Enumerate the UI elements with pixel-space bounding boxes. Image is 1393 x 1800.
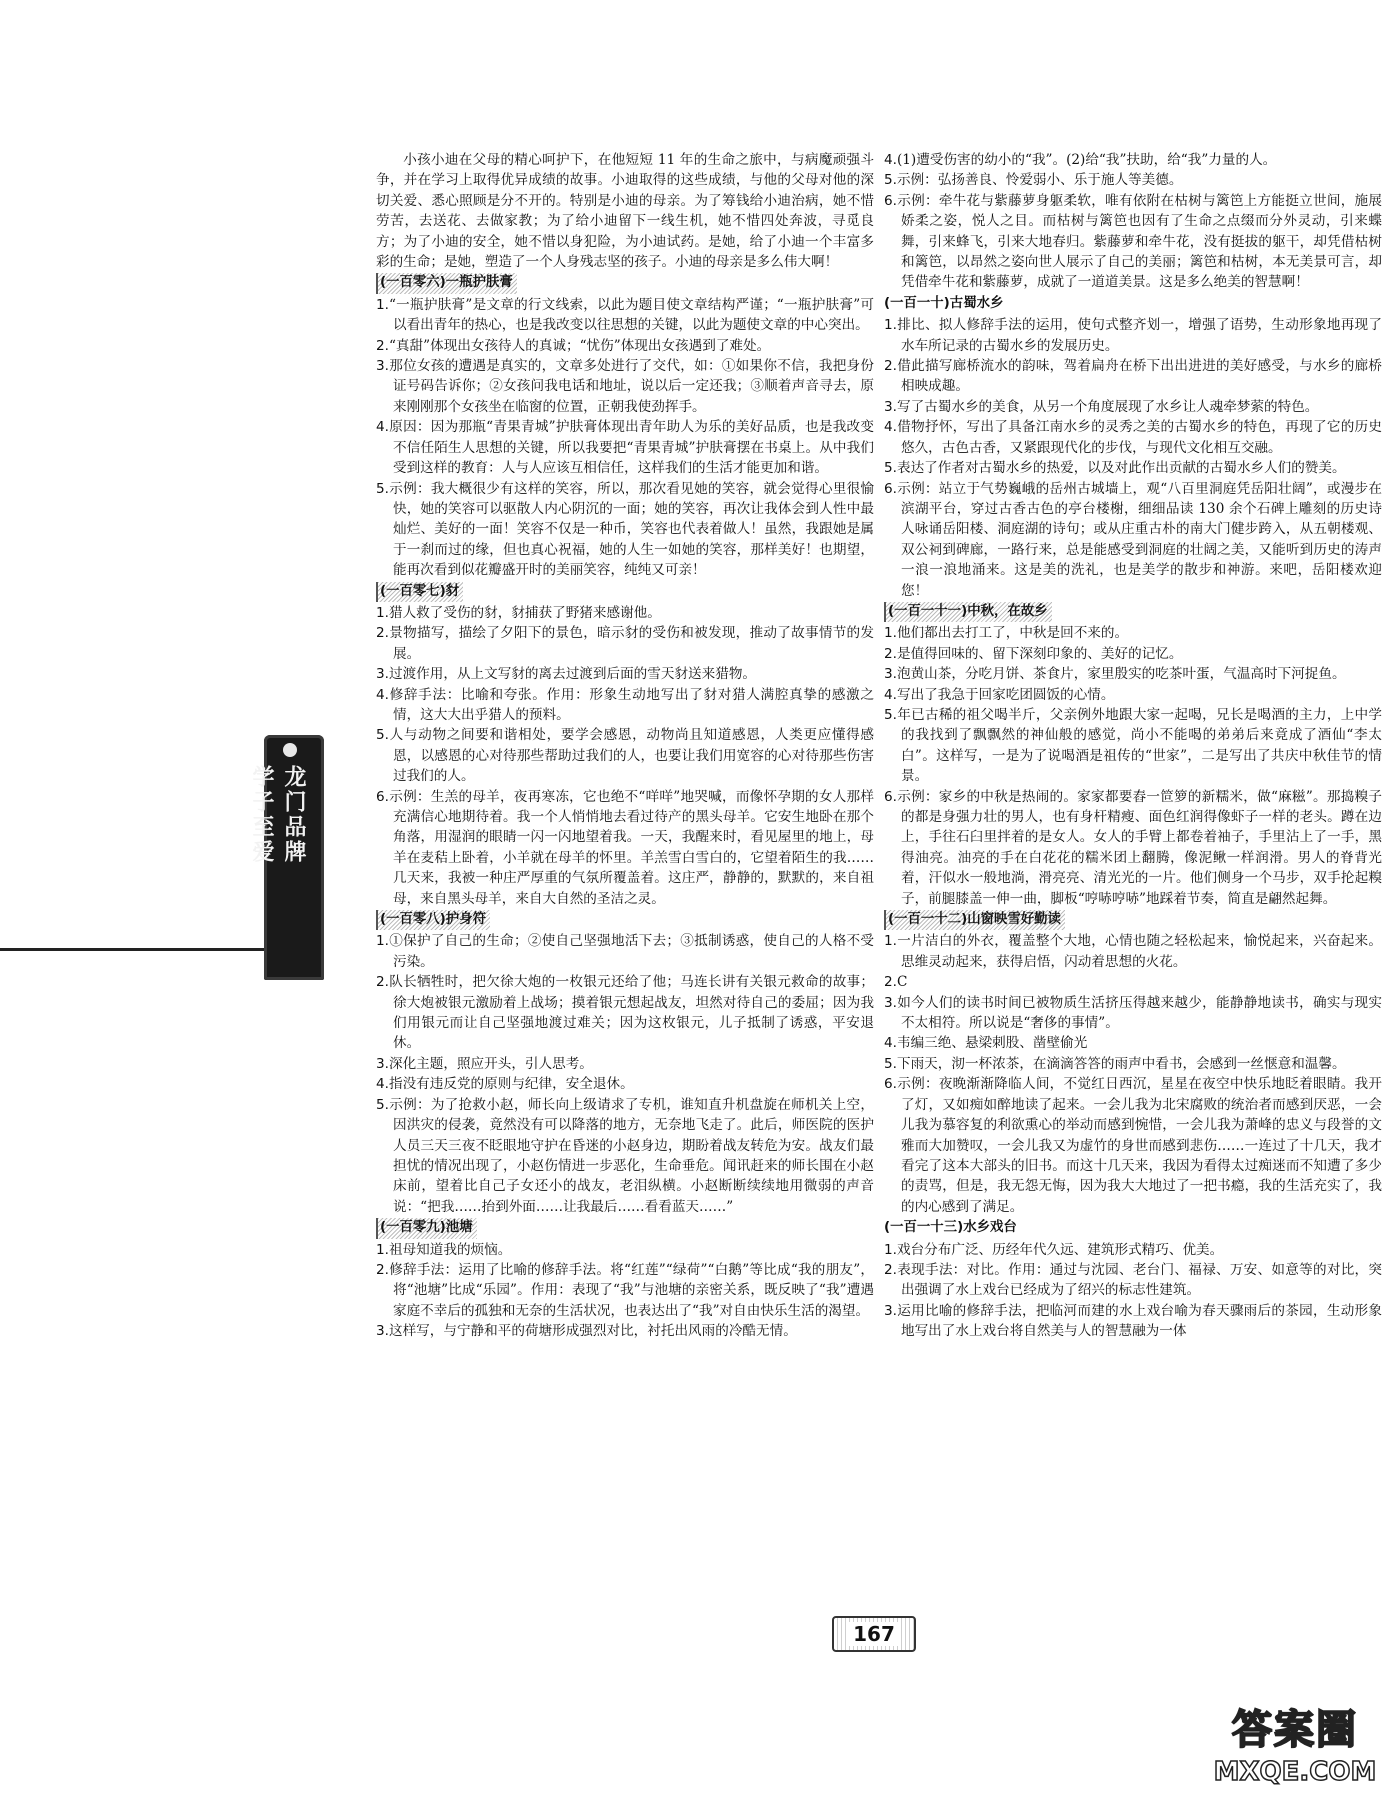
section-111 <box>884 601 1382 909</box>
section-heading: (一百一十三)水乡戏台 <box>884 1220 1017 1236</box>
item-text: 写出了我急于回家吃团圆饭的心情。 <box>896 686 1115 703</box>
answer-item <box>884 397 1382 417</box>
item-text: 写了古蜀水乡的美食，从另一个角度展现了水乡让人魂牵梦萦的特色。 <box>896 398 1319 415</box>
item-text: 示例：夜晚渐渐降临人间，不觉红日西沉，星星在夜空中快乐地眨着眼睛。我开了灯，又如痴如醉地读了起来。一会儿我为北宋腐败的统治者而感到厌恶，一会儿我为慕容复的利欲熏心的举动而感到惋惜，一会儿我为萧峰的忠义与段誉的文雅而大加赞叹，一会儿我又为虚竹的身世而感到悲伤……一连过了十几天，我才看完了这本大部头的旧书。而这十几天来，我因为看得太过痴迷而不知遭了多少的责骂，但是，我无怨无悔，因为我大大地过了一把书瘾，我的生活充实了，我的内心感到了满足。 <box>896 1076 1382 1215</box>
section-113 <box>884 1217 1382 1341</box>
item-number: 2. <box>376 625 389 642</box>
section-heading: (一百零九)池塘 <box>376 1218 477 1238</box>
answer-item <box>376 725 874 786</box>
item-number: 6. <box>884 480 897 497</box>
answer-item <box>376 336 874 356</box>
item-number: 5. <box>884 172 897 189</box>
item-number: 5. <box>376 480 389 497</box>
answer-item <box>884 458 1382 478</box>
item-text: 表现手法：对比。作用：通过与沈园、老台门、福禄、万安、如意等的对比，突出强调了水上戏台已经成为了绍兴的标志性建筑。 <box>896 1261 1382 1299</box>
side-brand-line1: 龙门品牌 <box>281 765 306 865</box>
item-number: 1. <box>376 296 389 313</box>
item-number: 3. <box>376 666 389 683</box>
answer-item <box>884 479 1382 601</box>
item-text: C <box>896 974 908 991</box>
item-text: 下雨天，沏一杯浓茶，在滴滴答答的雨声中看书，会感到一丝惬意和温馨。 <box>896 1055 1346 1072</box>
item-text: 示例：牵牛花与紫藤萝身躯柔软，唯有依附在枯树与篱笆上方能挺立世间，施展娇柔之姿，悦人之目。而枯树与篱笆也因有了生命之点缀而分外灵动，引来蝶舞，引来蜂飞，引来大地春归。紫藤萝和牵牛花，没有挺拔的躯干，却凭借枯树和篱笆，以昂然之姿向世人展示了自己的美丽；篱笆和枯树，本无美景可言，却凭借牵牛花和紫藤萝，成就了一道道美景。这是多么绝美的智慧啊！ <box>896 192 1382 291</box>
answer-item <box>884 1074 1382 1217</box>
answer-item <box>376 479 874 581</box>
item-number: 3. <box>376 358 389 375</box>
item-text: 那位女孩的遭遇是真实的，文章多处进行了交代，如：①如果你不信，我把身份证号码告诉你；②女孩问我电话和地址，说以后一定还我；③顺着声音寻去，原来刚刚那个女孩坐在临窗的位置，正朝我使劲挥手。 <box>388 358 874 415</box>
answer-item <box>884 1260 1382 1301</box>
answer-item <box>376 931 874 972</box>
item-text: 韦编三绝、悬梁刺股、凿壁偷光 <box>896 1035 1088 1052</box>
item-text: ①保护了自己的生命；②使自己坚强地活下去；③抵制诱惑，使自己的人格不受污染。 <box>388 933 874 970</box>
section-109-continued <box>884 150 1382 293</box>
answer-item <box>376 685 874 726</box>
answer-item <box>884 150 1382 170</box>
section-heading: (一百零八)护身符 <box>376 910 490 930</box>
item-text: 过渡作用，从上文写豺的离去过渡到后面的雪天豺送来猎物。 <box>388 666 757 683</box>
item-text: 年已古稀的祖父喝半斤，父亲例外地跟大家一起喝，兄长是喝酒的主力，上中学的我找到了飘飘然的神仙般的感觉，尚小不能喝的弟弟后来竟成了酒仙“李太白”。这样写，一是为了说喝酒是祖传的“世家”，二是写出了共庆中秋佳节的情景。 <box>896 706 1382 785</box>
item-number: 4. <box>884 419 897 436</box>
side-brand-line2: 学子至爱 <box>249 765 274 865</box>
answer-item <box>884 417 1382 458</box>
answer-item <box>376 417 874 478</box>
item-number: 2. <box>884 645 897 662</box>
answer-item <box>376 1260 874 1321</box>
item-number: 1. <box>376 604 389 621</box>
answer-item <box>884 1301 1382 1342</box>
item-number: 3. <box>884 994 897 1011</box>
item-number: 6. <box>884 192 897 209</box>
item-number: 5. <box>884 1055 897 1072</box>
item-text: 排比、拟人修辞手法的运用，使句式整齐划一，增强了语势，生动形象地再现了水车所记录的古蜀水乡的发展历史。 <box>896 317 1382 354</box>
answer-item <box>884 972 1382 992</box>
section-heading: (一百零六)一瓶护肤膏 <box>376 273 517 293</box>
item-number: 5. <box>376 727 389 744</box>
item-number: 4. <box>376 419 389 436</box>
item-number: 4. <box>884 152 897 168</box>
item-number: 4. <box>376 686 389 703</box>
answer-item <box>376 356 874 417</box>
side-brand-text <box>249 765 309 865</box>
item-number: 3. <box>376 1323 389 1340</box>
answer-item <box>376 1240 874 1260</box>
item-text: 他们都出去打工了，中秋是回不来的。 <box>896 625 1129 642</box>
answer-item <box>376 1321 874 1341</box>
item-number: 2. <box>376 1261 389 1278</box>
item-number: 2. <box>884 358 897 375</box>
item-number: 6. <box>884 1076 897 1093</box>
item-text: 泡黄山茶，分吃月饼、茶食片，家里殷实的吃茶叶蛋，气温高时下河捉鱼。 <box>896 666 1346 683</box>
answer-item <box>376 1074 874 1094</box>
item-text: 原因：因为那瓶“青果青城”护肤膏体现出青年助人为乐的美好品质，也是我改变不信任陌生人思想的关键，所以我要把“青果青城”护肤膏摆在书桌上。从中我们受到这样的教育：人与人应该互相信任，这样我们的生活才能更加和谐。 <box>388 419 874 477</box>
item-number: 4. <box>884 1035 897 1052</box>
item-text: 示例：生羔的母羊，夜再寒冻，它也绝不“咩咩”地哭喊，而像怀孕期的女人那样充满信心地期待着。我一个人悄悄地去看过待产的黑头母羊。它安生地卧在那个角落，用湿润的眼睛一闪一闪地望着我。一天，我醒来时，看见屋里的地上，母羊在麦秸上卧着，小羊就在母羊的怀里。羊羔雪白雪白的，它望着陌生的我……几天来，我被一种庄严厚重的气氛所覆盖着。这庄严，静静的，默默的，来自祖母，来自黑头母羊，来自大自然的圣洁之灵。 <box>388 788 874 907</box>
item-number: 3. <box>884 398 897 415</box>
item-number: 2. <box>376 974 389 991</box>
item-number: 1. <box>884 625 897 642</box>
section-heading: (一百零七)豺 <box>376 582 463 602</box>
item-number: 4. <box>376 1076 389 1093</box>
item-text: 表达了作者对古蜀水乡的热爱，以及对此作出贡献的古蜀水乡人们的赞美。 <box>896 460 1346 477</box>
item-text: “真甜”体现出女孩待人的真诚；“忧伤”体现出女孩遇到了难处。 <box>388 337 771 354</box>
item-number: 6. <box>884 788 897 805</box>
intro-paragraph: 小孩小迪在父母的精心呵护下，在他短短 11 年的生命之旅中，与病魔顽强斗争，并在学习上取得优异成绩的故事。小迪取得的这些成绩，与他的父母对他的深切关爱、悉心照顾是分不开的。特别是小迪的母亲。为了筹钱给小迪治病，她不惜劳苦，去送花、去做家教；为了给小迪留下一线生机，她不惜四处奔波，寻觅良方；为了小迪的安全，她不惜以身犯险，为小迪试药。是她，给了小迪一个丰富多彩的生命；是她，塑造了一个人身残志坚的孩子。小迪的母亲是多么伟大啊！ <box>376 152 874 271</box>
section-110 <box>884 293 1382 601</box>
answer-item <box>884 1033 1382 1053</box>
answer-item <box>884 931 1382 972</box>
section-heading: (一百一十一)中秋，在故乡 <box>884 602 1052 622</box>
answer-item <box>884 644 1382 664</box>
item-text: 示例：家乡的中秋是热闹的。家家都要舂一笸箩的新糯米，做“麻糍”。那捣糗子的都是身强力壮的男人，也有身杆精瘦、面色红润得像虾子一样的老头。蹲在边上，手往石臼里拌着的是女人。女人的手臂上都卷着袖子，手里沾上了一手，黑得油亮。油亮的手在白花花的糯米团上翻腾，像泥鳅一样润滑。男人的脊背光着，汗似水一般地淌，滑亮亮、清光光的一片。他们侧身一个马步，双手抡起糗子，前腿膝盖一伸一曲，脚板“哼哧哼哧”地踩着节奏，简直是翩然起舞。 <box>896 788 1382 907</box>
item-text: 人与动物之间要和谐相处，要学会感恩，动物尚且知道感恩，人类更应懂得感恩，以感恩的心对待那些帮助过我们的人，也要让我们用宽容的心对待那些伤害过我们的人。 <box>388 727 874 785</box>
item-text: 示例：我大概很少有这样的笑容，所以，那次看见她的笑容，就会觉得心里很愉快，她的笑容可以驱散人内心阴沉的一面；她的笑容，再次让我体会到人性中最灿烂、美好的一面！笑容不仅是一种币，笑容也代表着做人！虽然，我跟她是属于一刹而过的缘，但也真心祝福，她的人生一如她的笑容，那样美好！也期望，能再次看到似花瓣盛开时的美丽笑容，纯纯又可亲！ <box>388 480 874 579</box>
item-number: 1. <box>884 1241 897 1258</box>
answer-item <box>884 315 1382 356</box>
answer-item <box>884 356 1382 397</box>
answer-item <box>376 1095 874 1217</box>
answer-item <box>376 787 874 909</box>
answer-item <box>884 1054 1382 1074</box>
side-brand-dot-icon <box>283 743 297 757</box>
section-108 <box>376 909 874 1217</box>
item-number: 3. <box>376 1055 389 1072</box>
section-107 <box>376 581 874 910</box>
item-text: 深化主题，照应开头，引人思考。 <box>388 1055 593 1072</box>
item-number: 5. <box>884 460 897 477</box>
section-112 <box>884 909 1382 1217</box>
answer-item <box>376 603 874 623</box>
item-text: 借此描写廊桥流水的韵味，驾着扁舟在桥下出出进进的美好感受，与水乡的廊桥相映成趣。 <box>896 358 1382 395</box>
answer-item <box>376 1054 874 1074</box>
item-text: 一片洁白的外衣，覆盖整个大地，心情也随之轻松起来，愉悦起来，兴奋起来。思维灵动起来，获得启悟，闪动着思想的火花。 <box>896 933 1382 970</box>
item-text: 运用比喻的修辞手法，把临河而建的水上戏台喻为春天骤雨后的茶园，生动形象地写出了水上戏台将自然美与人的智慧融为一体 <box>896 1302 1382 1340</box>
item-text: 队长牺牲时，把欠徐大炮的一枚银元还给了他；马连长讲有关银元救命的故事；徐大炮被银元激励着上战场；摸着银元想起战友，坦然对待自己的委屈；因为我们用银元而让自己坚强地渡过难关；因为这枚银元，儿子抵制了诱惑，平安退休。 <box>388 974 874 1052</box>
item-number: 1. <box>884 317 897 334</box>
item-text: 示例：站立于气势巍峨的岳州古城墙上，观“八百里洞庭凭岳阳壮阔”，或漫步在滨湖平台，穿过古香古色的亭台楼榭，细细品读 130 余个石碑上雕刻的历史诗人咏诵岳阳楼、洞庭湖的诗句；或从庄重古朴的南大门健步跨入，从五朝楼观、双公祠到碑廊，一路行来，总是能感受到洞庭的壮阔之美，又能听到历史的涛声一浪一浪地涌来。这是美的洗礼，也是美学的散步和神游。来吧，岳阳楼欢迎您！ <box>896 480 1382 599</box>
answer-item <box>376 623 874 664</box>
answer-item <box>376 295 874 336</box>
item-number: 5. <box>884 706 897 723</box>
section-106 <box>376 272 874 580</box>
answer-item <box>376 972 874 1054</box>
item-number: 4. <box>884 686 897 703</box>
answer-item <box>884 705 1382 787</box>
watermark-top: 答案圈 <box>1232 1707 1358 1753</box>
item-text: 景物描写，描绘了夕阳下的景色，暗示豺的受伤和被发现，推动了故事情节的发展。 <box>388 625 874 662</box>
answer-item <box>884 191 1382 293</box>
item-text: 指没有违反党的原则与纪律，安全退休。 <box>388 1076 634 1093</box>
item-text: 示例：弘扬善良、怜爱弱小、乐于施人等美德。 <box>896 172 1183 189</box>
item-text: 借物抒怀，写出了具备江南水乡的灵秀之美的古蜀水乡的特色，再现了它的历史悠久，古色古香，又紧跟现代化的步伐，与现代文化相互交融。 <box>896 419 1382 456</box>
item-number: 2. <box>884 974 897 991</box>
item-number: 3. <box>884 1302 897 1319</box>
item-number: 2. <box>376 337 389 354</box>
item-text: 修辞手法：运用了比喻的修辞手法。将“红莲”“绿荷”“白鹅”等比成“我的朋友”，将“池塘”比成“乐园”。作用：表现了“我”与池塘的亲密关系，既反映了“我”遭遇家庭不幸后的孤独和无奈的生活状况，也表达出了“我”对自由快乐生活的渴望。 <box>388 1261 874 1319</box>
section-heading: (一百一十)古蜀水乡 <box>884 295 1004 311</box>
item-text: 这样写，与宁静和平的荷塘形成强烈对比，衬托出风雨的冷酷无情。 <box>388 1323 797 1340</box>
item-text: “一瓶护肤膏”是文章的行文线索，以此为题目使文章结构严谨；“一瓶护肤膏”可以看出青年的热心，也是我改变以往思想的关键，以此为题使文章的中心突出。 <box>388 296 874 334</box>
answer-item <box>884 993 1382 1034</box>
answer-item <box>884 787 1382 909</box>
section-heading: (一百一十二)山窗映雪好勤读 <box>884 910 1065 930</box>
watermark-logo <box>1205 1705 1385 1795</box>
left-column <box>376 150 874 1342</box>
answer-item <box>376 664 874 684</box>
answer-item <box>884 170 1382 190</box>
answer-item <box>884 1240 1382 1260</box>
item-number: 5. <box>376 1096 389 1113</box>
item-text: (1)遭受伤害的幼小的“我”。(2)给“我”扶助，给“我”力量的人。 <box>896 152 1277 168</box>
item-number: 3. <box>884 666 897 683</box>
item-number: 1. <box>376 1241 389 1258</box>
item-text: 祖母知道我的烦恼。 <box>388 1241 512 1258</box>
section-109 <box>376 1217 874 1341</box>
item-number: 2. <box>884 1261 897 1278</box>
item-text: 修辞手法：比喻和夸张。作用：形象生动地写出了豺对猎人满腔真挚的感激之情，这大大出乎猎人的预料。 <box>388 686 874 723</box>
item-text: 如今人们的读书时间已被物质生活挤压得越来越少，能静静地读书，确实与现实不太相符。所以说是“奢侈的事情”。 <box>896 994 1382 1032</box>
item-number: 1. <box>884 933 897 950</box>
item-number: 1. <box>376 933 389 950</box>
item-number: 6. <box>376 788 389 805</box>
watermark-bottom: MXQE.COM <box>1213 1757 1377 1787</box>
item-text: 猎人救了受伤的豺，豺捕获了野猪来感谢他。 <box>388 604 661 621</box>
item-text: 戏台分布广泛、历经年代久远、建筑形式精巧、优美。 <box>896 1241 1224 1258</box>
page-number-badge <box>832 1616 916 1652</box>
item-text: 示例：为了抢救小赵，师长向上级请求了专机，谁知直升机盘旋在师机关上空，因洪灾的侵袭，竟然没有可以降落的地方，无奈地飞走了。此后，师医院的医护人员三天三夜不眨眼地守护在昏迷的小赵身边，期盼着战友转危为安。战友们最担忧的情况出现了，小赵伤情进一步恶化，生命垂危。闻讯赶来的师长围在小赵床前，望着比自己子女还小的战友，老泪纵横。小赵断断续续地用微弱的声音说：“把我……抬到外面……让我最后……看看蓝天……” <box>388 1096 874 1215</box>
answer-item <box>884 685 1382 705</box>
answer-item <box>884 623 1382 643</box>
answer-item <box>884 664 1382 684</box>
item-text: 是值得回味的、留下深刻印象的、美好的记忆。 <box>896 645 1183 662</box>
page-number: 167 <box>847 1622 901 1646</box>
right-column <box>884 150 1382 1342</box>
